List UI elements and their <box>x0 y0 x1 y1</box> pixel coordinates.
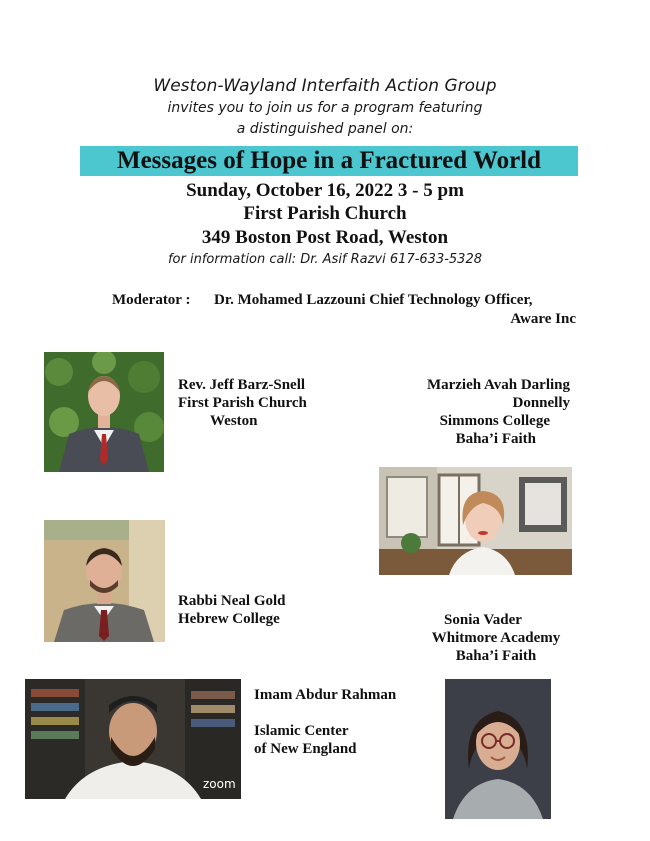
panelist-neal-name: Rabbi Neal Gold <box>178 593 286 609</box>
moderator-label: Moderator : <box>112 292 191 308</box>
panelist-marzieh-affiliation: Simmons College <box>439 413 550 429</box>
photo-abdur-rahman <box>25 679 241 799</box>
zoom-watermark: zoom <box>203 777 236 791</box>
panelist-jeff <box>178 376 307 430</box>
photo-marzieh-darling-donnelly <box>379 467 572 575</box>
event-date: Sunday, October 16, 2022 3 - 5 pm <box>186 180 464 201</box>
panelist-sonia-name: Sonia Vader <box>444 612 522 628</box>
panelist-jeff-affiliation: First Parish Church <box>178 395 307 411</box>
photo-neal-gold <box>44 520 165 642</box>
panel-line: a distinguished panel on: <box>236 121 414 137</box>
panelist-imam-name: Imam Abdur Rahman <box>254 687 397 703</box>
panelist-jeff-location: Weston <box>210 413 258 429</box>
panelist-jeff-name: Rev. Jeff Barz-Snell <box>178 377 306 393</box>
event-address: 349 Boston Post Road, Weston <box>201 227 449 248</box>
event-title: Messages of Hope in a Fractured World <box>116 147 542 174</box>
panelist-neal-affiliation: Hebrew College <box>178 611 280 627</box>
organization-name: Weston-Wayland Interfaith Action Group <box>153 76 497 96</box>
panelist-marzieh-name: Marzieh Avah Darling <box>426 377 570 393</box>
invite-line: invites you to join us for a program featuring <box>167 100 483 116</box>
panelist-sonia-affiliation: Whitmore Academy <box>431 630 561 646</box>
panelist-imam-affiliation-cont: of New England <box>254 741 357 757</box>
photo-sonia-vader <box>445 679 551 819</box>
panelist-imam-affiliation: Islamic Center <box>254 723 349 739</box>
panelist-marzieh <box>400 376 570 448</box>
panelist-marzieh-name-cont: Donnelly <box>512 395 570 411</box>
panelist-marzieh-faith: Baha’i Faith <box>455 431 536 447</box>
moderator-company: Aware Inc <box>510 311 576 327</box>
panelist-sonia <box>420 611 572 665</box>
photo-jeff-barz-snell <box>44 352 164 472</box>
info-line: for information call: Dr. Asif Razvi 617-633-5328 <box>167 252 482 267</box>
event-title-banner <box>80 146 578 176</box>
moderator-name: Dr. Mohamed Lazzouni Chief Technology Officer, <box>214 292 533 308</box>
panelist-neal <box>178 592 286 628</box>
panelist-sonia-faith: Baha’i Faith <box>455 648 537 664</box>
event-venue: First Parish Church <box>243 203 407 224</box>
panelist-imam <box>254 686 396 758</box>
